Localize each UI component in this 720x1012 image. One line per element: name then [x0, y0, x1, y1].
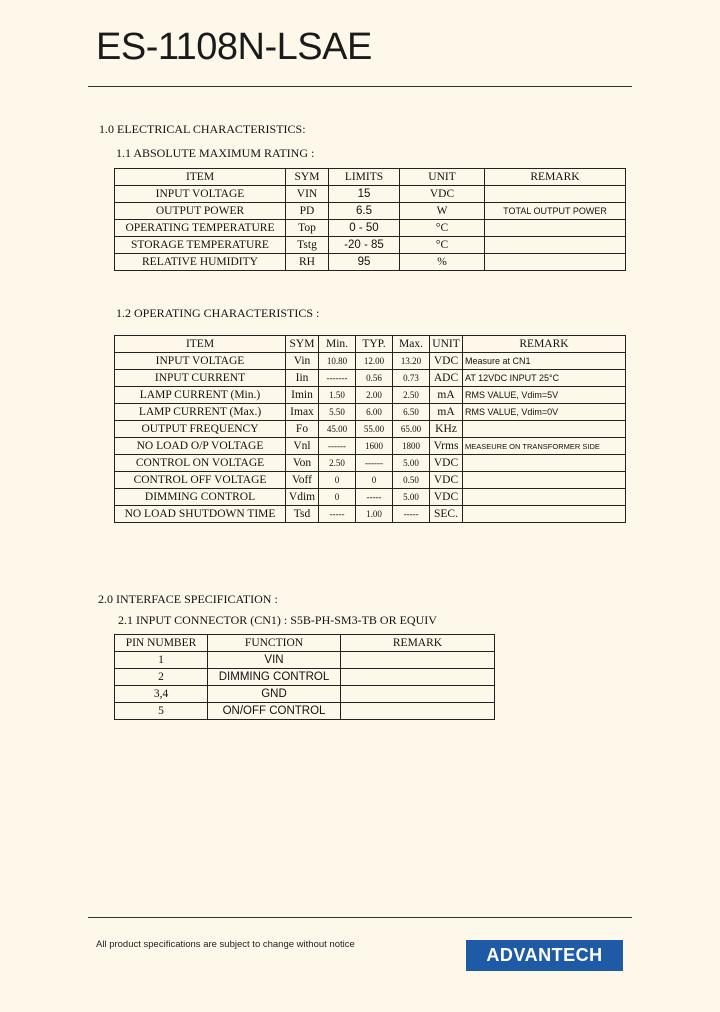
- cell-max: 13.20: [393, 353, 430, 370]
- section-2-1-heading: 2.1 INPUT CONNECTOR (CN1) : S5B-PH-SM3-TB OR EQUIV: [118, 613, 437, 627]
- table-row: [115, 669, 495, 686]
- header-sym: SYM: [286, 169, 329, 186]
- cell-unit: mA: [430, 404, 463, 421]
- cell-item: RELATIVE HUMIDITY: [115, 254, 286, 271]
- cell-remark: [485, 220, 626, 237]
- cell-remark: MEASEURE ON TRANSFORMER SIDE: [463, 438, 626, 455]
- cell-sym: Vin: [286, 353, 319, 370]
- cell-remark: [463, 421, 626, 438]
- header-unit: UNIT: [430, 336, 463, 353]
- cell-sym: PD: [286, 203, 329, 220]
- cell-unit: ADC: [430, 370, 463, 387]
- absolute-max-rating-table: [114, 168, 626, 271]
- cell-remark: RMS VALUE, Vdim=5V: [463, 387, 626, 404]
- cell-typ: 55.00: [356, 421, 393, 438]
- cell-max: 1800: [393, 438, 430, 455]
- header-item: ITEM: [115, 169, 286, 186]
- cell-typ: ------: [356, 455, 393, 472]
- cell-unit: VDC: [430, 455, 463, 472]
- cell-remark: [341, 703, 495, 720]
- cell-min: -------: [319, 370, 356, 387]
- cell-sym: Tsd: [286, 506, 319, 523]
- cell-min: 2.50: [319, 455, 356, 472]
- table-row: [115, 489, 626, 506]
- cell-item: INPUT CURRENT: [115, 370, 286, 387]
- cell-remark: [463, 489, 626, 506]
- table-header-row: [115, 635, 495, 652]
- table-row: [115, 438, 626, 455]
- header-remark: REMARK: [341, 635, 495, 652]
- cell-item: OUTPUT FREQUENCY: [115, 421, 286, 438]
- section-1-heading: 1.0 ELECTRICAL CHARACTERISTICS:: [99, 122, 306, 136]
- cell-max: 5.00: [393, 455, 430, 472]
- table-row: [115, 203, 626, 220]
- cell-max: 0.73: [393, 370, 430, 387]
- cell-typ: 0.56: [356, 370, 393, 387]
- header-sym: SYM: [286, 336, 319, 353]
- cell-item: LAMP CURRENT (Max.): [115, 404, 286, 421]
- cell-sym: VIN: [286, 186, 329, 203]
- cell-unit: °C: [400, 237, 485, 254]
- cell-pin: 2: [115, 669, 208, 686]
- section-2-heading: 2.0 INTERFACE SPECIFICATION :: [98, 592, 278, 606]
- cell-typ: 0: [356, 472, 393, 489]
- section-1-2-heading: 1.2 OPERATING CHARACTERISTICS :: [116, 306, 320, 320]
- table-row: [115, 652, 495, 669]
- table-row: [115, 220, 626, 237]
- operating-characteristics-table: [114, 335, 626, 523]
- cell-limits: 6.5: [329, 203, 400, 220]
- cell-unit: KHz: [430, 421, 463, 438]
- header-remark: REMARK: [463, 336, 626, 353]
- cell-unit: VDC: [430, 489, 463, 506]
- cell-unit: VDC: [430, 472, 463, 489]
- table-row: [115, 186, 626, 203]
- footer-rule: [88, 917, 632, 918]
- cell-sym: Imax: [286, 404, 319, 421]
- header-typ: TYP.: [356, 336, 393, 353]
- cell-item: NO LOAD SHUTDOWN TIME: [115, 506, 286, 523]
- cell-unit: W: [400, 203, 485, 220]
- cell-limits: 0 - 50: [329, 220, 400, 237]
- cell-function: DIMMING CONTROL: [208, 669, 341, 686]
- cell-limits: 15: [329, 186, 400, 203]
- cell-pin: 5: [115, 703, 208, 720]
- cell-sym: Voff: [286, 472, 319, 489]
- table-header-row: [115, 336, 626, 353]
- cell-item: CONTROL OFF VOLTAGE: [115, 472, 286, 489]
- cell-pin: 1: [115, 652, 208, 669]
- header-function: FUNCTION: [208, 635, 341, 652]
- header-limits: LIMITS: [329, 169, 400, 186]
- table-row: [115, 472, 626, 489]
- table-row: [115, 353, 626, 370]
- cell-item: NO LOAD O/P VOLTAGE: [115, 438, 286, 455]
- section-1-1-heading: 1.1 ABSOLUTE MAXIMUM RATING :: [116, 146, 315, 160]
- table-row: [115, 237, 626, 254]
- cell-min: 0: [319, 472, 356, 489]
- cell-min: 10.80: [319, 353, 356, 370]
- cell-unit: SEC.: [430, 506, 463, 523]
- cell-typ: 12.00: [356, 353, 393, 370]
- cell-item: DIMMING CONTROL: [115, 489, 286, 506]
- table-row: [115, 421, 626, 438]
- cell-item: LAMP CURRENT (Min.): [115, 387, 286, 404]
- cell-function: GND: [208, 686, 341, 703]
- cell-unit: mA: [430, 387, 463, 404]
- cell-unit: VDC: [400, 186, 485, 203]
- cell-max: 65.00: [393, 421, 430, 438]
- cell-item: OPERATING TEMPERATURE: [115, 220, 286, 237]
- header-unit: UNIT: [400, 169, 485, 186]
- header-rule: [88, 86, 632, 87]
- cell-min: 5.50: [319, 404, 356, 421]
- cell-unit: %: [400, 254, 485, 271]
- cell-limits: -20 - 85: [329, 237, 400, 254]
- input-connector-table: [114, 634, 495, 720]
- table-row: [115, 455, 626, 472]
- cell-remark: [463, 472, 626, 489]
- cell-sym: Top: [286, 220, 329, 237]
- cell-remark: [485, 237, 626, 254]
- header-remark: REMARK: [485, 169, 626, 186]
- cell-min: 45.00: [319, 421, 356, 438]
- cell-remark: [485, 186, 626, 203]
- cell-sym: Vdim: [286, 489, 319, 506]
- cell-remark: [485, 254, 626, 271]
- cell-sym: Fo: [286, 421, 319, 438]
- cell-function: ON/OFF CONTROL: [208, 703, 341, 720]
- cell-remark: [463, 506, 626, 523]
- table-row: [115, 387, 626, 404]
- cell-typ: 1600: [356, 438, 393, 455]
- cell-remark: [463, 455, 626, 472]
- table-header-row: [115, 169, 626, 186]
- cell-min: ------: [319, 438, 356, 455]
- cell-unit: Vrms: [430, 438, 463, 455]
- cell-remark: Measure at CN1: [463, 353, 626, 370]
- cell-sym: Iin: [286, 370, 319, 387]
- table-row: [115, 506, 626, 523]
- cell-limits: 95: [329, 254, 400, 271]
- cell-item: STORAGE TEMPERATURE: [115, 237, 286, 254]
- cell-max: 2.50: [393, 387, 430, 404]
- cell-typ: 6.00: [356, 404, 393, 421]
- cell-pin: 3,4: [115, 686, 208, 703]
- cell-max: 0.50: [393, 472, 430, 489]
- cell-remark: [341, 669, 495, 686]
- cell-sym: Imin: [286, 387, 319, 404]
- cell-max: -----: [393, 506, 430, 523]
- table-row: [115, 370, 626, 387]
- cell-item: CONTROL ON VOLTAGE: [115, 455, 286, 472]
- header-min: Min.: [319, 336, 356, 353]
- cell-min: -----: [319, 506, 356, 523]
- cell-typ: 1.00: [356, 506, 393, 523]
- cell-typ: 2.00: [356, 387, 393, 404]
- cell-remark: [341, 686, 495, 703]
- cell-sym: Von: [286, 455, 319, 472]
- header-pin-number: PIN NUMBER: [115, 635, 208, 652]
- table-row: [115, 686, 495, 703]
- page-title: ES-1108N-LSAE: [96, 26, 372, 68]
- table-row: [115, 703, 495, 720]
- cell-min: 1.50: [319, 387, 356, 404]
- footer-note: All product specifications are subject to change without notice: [96, 939, 355, 950]
- cell-unit: VDC: [430, 353, 463, 370]
- cell-typ: -----: [356, 489, 393, 506]
- cell-item: INPUT VOLTAGE: [115, 353, 286, 370]
- cell-remark: RMS VALUE, Vdim=0V: [463, 404, 626, 421]
- cell-remark: TOTAL OUTPUT POWER: [485, 203, 626, 220]
- cell-remark: [341, 652, 495, 669]
- cell-sym: Vnl: [286, 438, 319, 455]
- table-row: [115, 254, 626, 271]
- cell-item: INPUT VOLTAGE: [115, 186, 286, 203]
- cell-max: 5.00: [393, 489, 430, 506]
- cell-remark: AT 12VDC INPUT 25°C: [463, 370, 626, 387]
- table-row: [115, 404, 626, 421]
- cell-sym: RH: [286, 254, 329, 271]
- header-max: Max.: [393, 336, 430, 353]
- cell-function: VIN: [208, 652, 341, 669]
- advantech-logo: ADVANTECH: [466, 940, 623, 971]
- cell-min: 0: [319, 489, 356, 506]
- cell-item: OUTPUT POWER: [115, 203, 286, 220]
- cell-max: 6.50: [393, 404, 430, 421]
- cell-sym: Tstg: [286, 237, 329, 254]
- header-item: ITEM: [115, 336, 286, 353]
- cell-unit: °C: [400, 220, 485, 237]
